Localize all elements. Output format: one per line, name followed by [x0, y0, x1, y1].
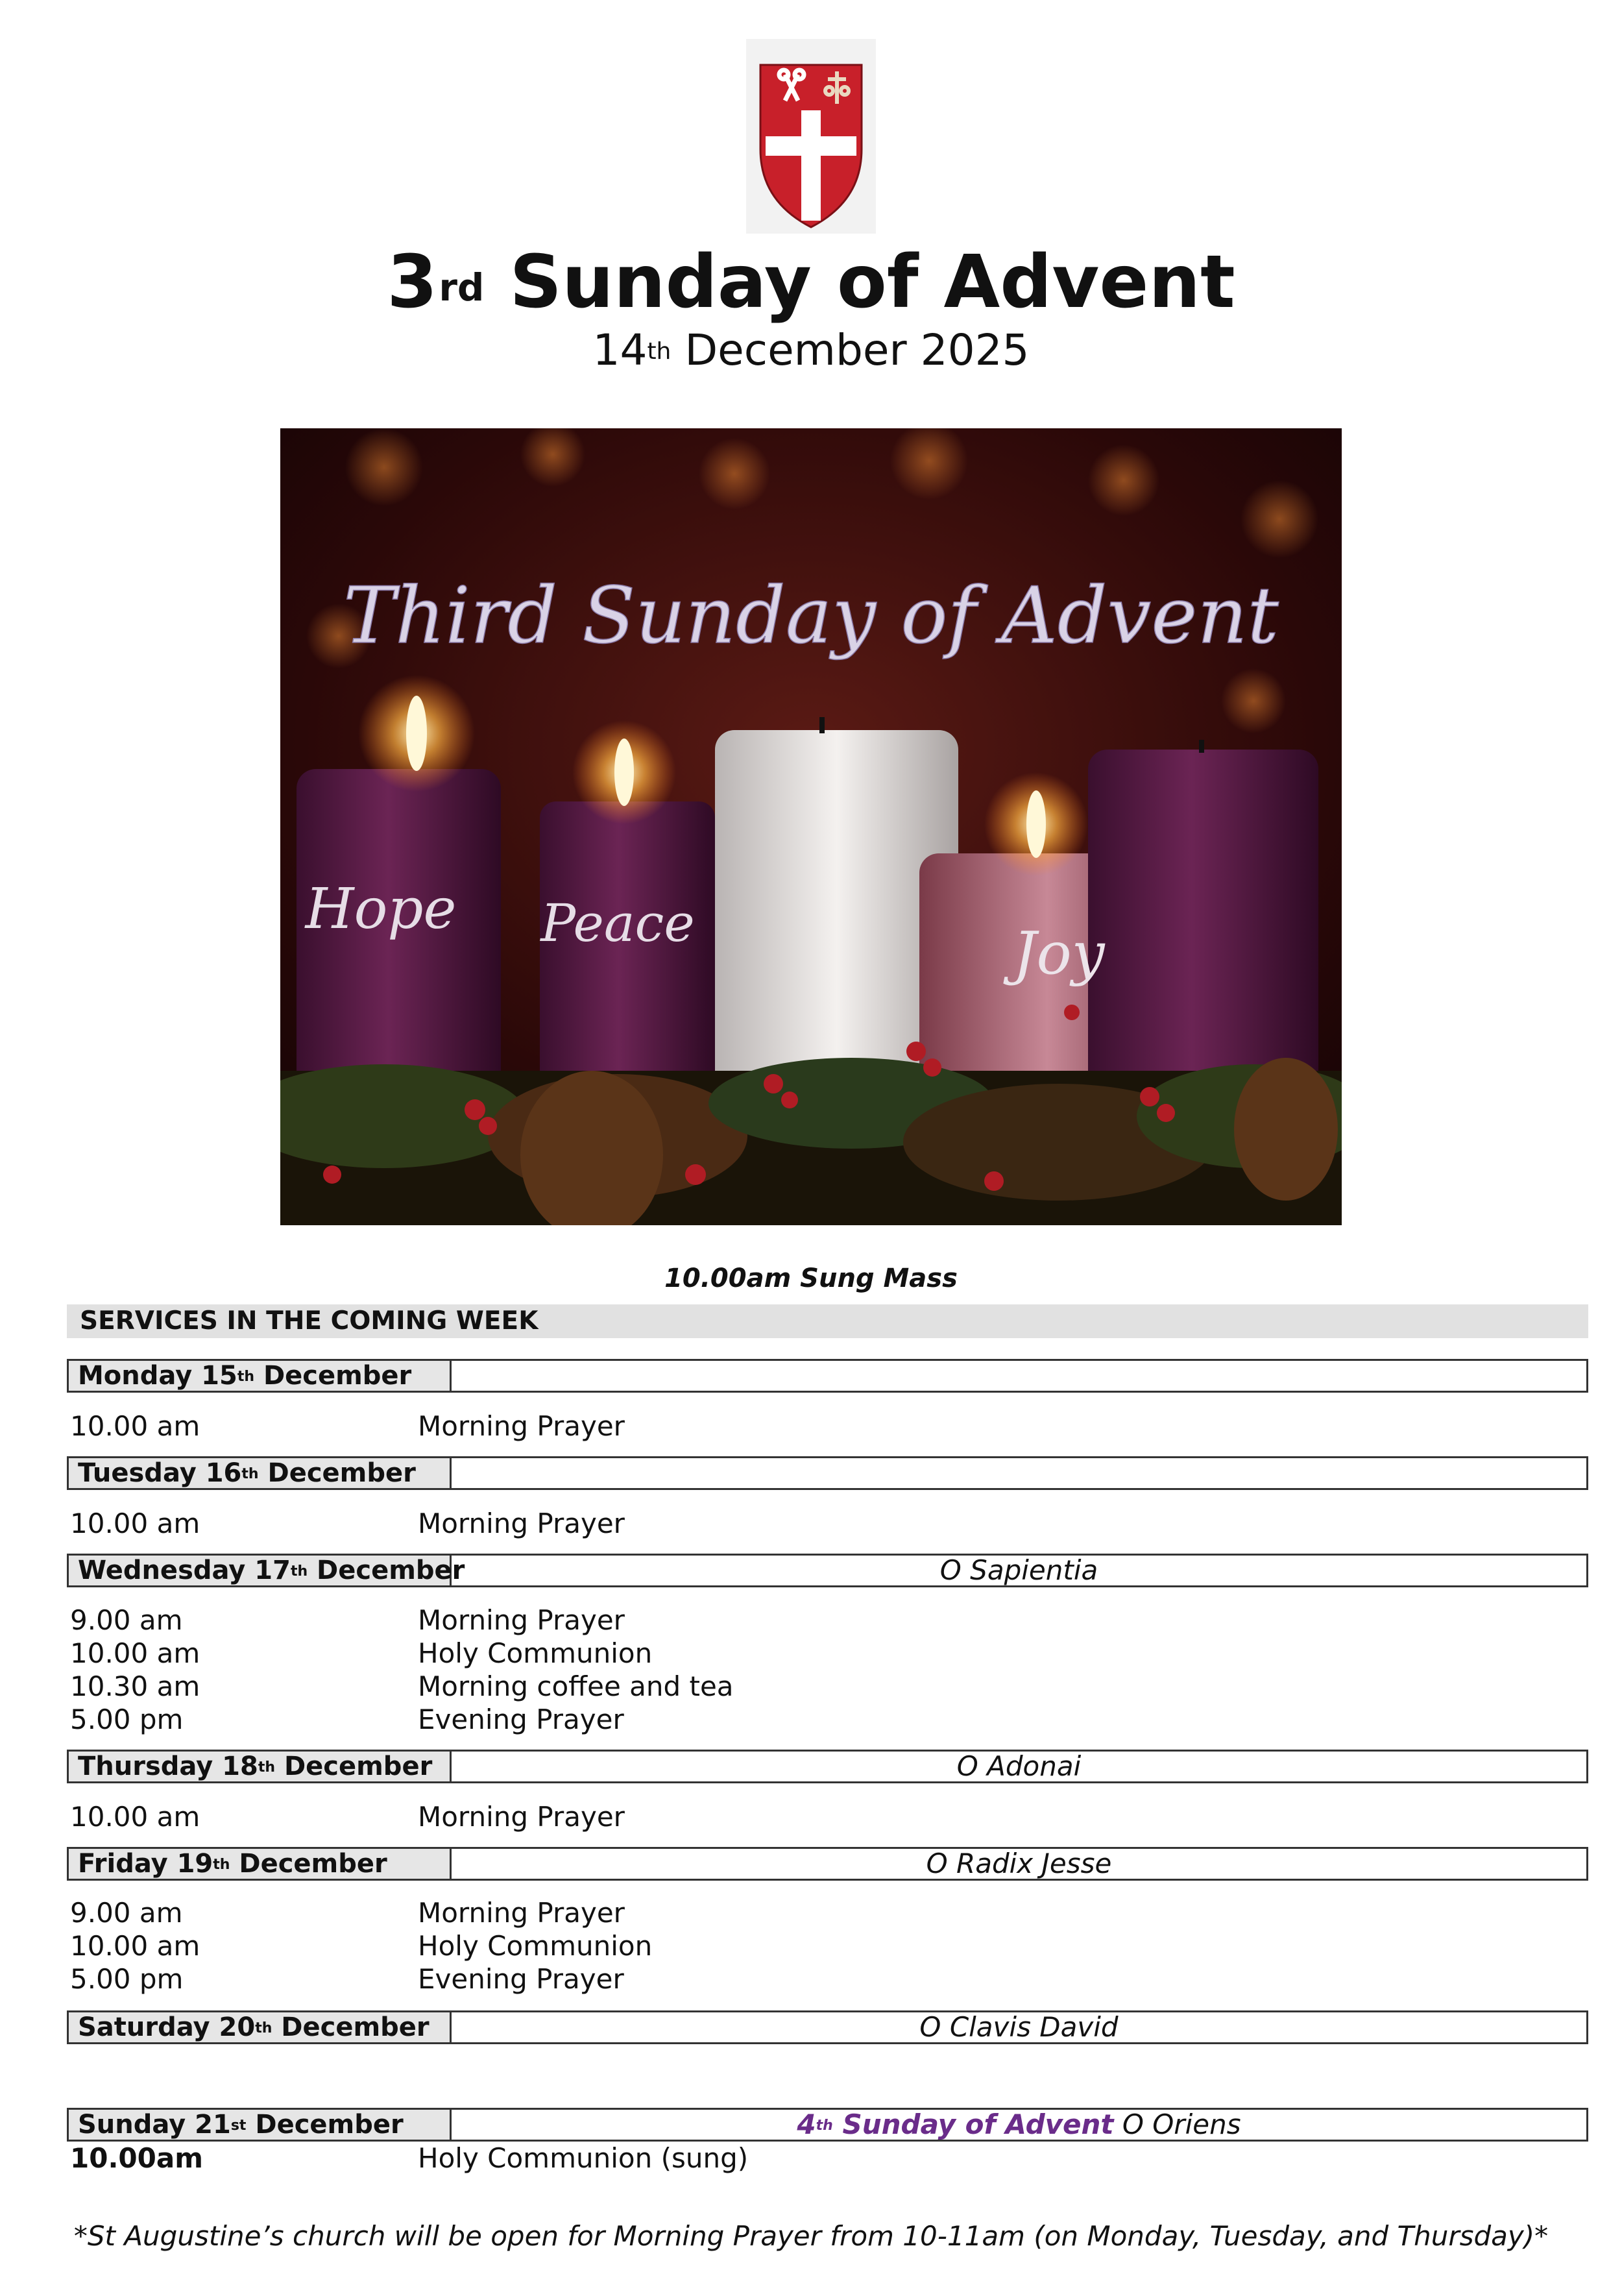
service-entry: 10.00 am Morning Prayer: [70, 1410, 625, 1442]
day-note: O Radix Jesse: [926, 1848, 1112, 1879]
shield-icon: [746, 39, 876, 234]
day-note: O Sapientia: [939, 1554, 1098, 1586]
candle-label-hope: Hope: [305, 877, 457, 942]
service-list: [70, 1896, 1562, 1996]
service-list: [70, 2142, 1562, 2175]
service-entry: 10.00 am Morning Prayer: [70, 1801, 625, 1833]
day-row-monday: [67, 1359, 1588, 1393]
sunday-mass-line: 10.00am Sung Mass: [664, 1264, 958, 1293]
service-entry: 10.00 am Holy Communion: [70, 1930, 653, 1962]
service-entry: 10.30 am Morning coffee and tea: [70, 1670, 734, 1702]
service-entry: 10.00 am Holy Communion: [70, 1637, 653, 1669]
footer-note: *St Augustine’s church will be open for Morning Prayer from 10-11am (on Monday, Tuesday, and Thursday)*: [73, 2220, 1549, 2252]
service-entry: 10.00 am Morning Prayer: [70, 1508, 625, 1539]
service-list: [70, 1507, 1562, 1540]
day-label: Friday 19th December: [69, 1849, 452, 1879]
service-list: [70, 1604, 1562, 1736]
day-note: [452, 1361, 1586, 1391]
candle-label-peace: Peace: [540, 893, 695, 953]
day-row-sunday: [67, 2108, 1588, 2142]
day-label: Thursday 18th December: [69, 1752, 452, 1781]
church-crest-logo: [746, 39, 876, 234]
day-label: Wednesday 17th December: [69, 1556, 452, 1585]
day-row-wednesday: [67, 1554, 1588, 1587]
candle-label-joy: Joy: [1013, 920, 1105, 988]
day-row-friday: [67, 1847, 1588, 1881]
service-entry: 5.00 pm Evening Prayer: [70, 1963, 624, 1995]
day-label: Saturday 20th December: [69, 2012, 452, 2042]
service-entry: 9.00 am Morning Prayer: [70, 1604, 625, 1636]
day-note: O Clavis David: [919, 2011, 1119, 2043]
page-title: 3rd Sunday of Advent: [387, 240, 1235, 324]
service-list: [70, 1800, 1562, 1833]
day-note: O Adonai: [956, 1750, 1082, 1782]
service-list: [70, 1410, 1562, 1443]
day-label: Monday 15th December: [69, 1361, 452, 1391]
day-note: [452, 1458, 1586, 1488]
day-note: 4th Sunday of Advent O Oriens: [797, 2108, 1241, 2140]
day-row-tuesday: [67, 1456, 1588, 1490]
service-entry: 9.00 am Morning Prayer: [70, 1897, 625, 1929]
services-heading: SERVICES IN THE COMING WEEK: [67, 1304, 1588, 1338]
service-date: 14th December 2025: [592, 325, 1030, 375]
next-sunday-title: 4th Sunday of Advent: [797, 2108, 1114, 2140]
day-row-saturday: [67, 2010, 1588, 2044]
service-entry: 10.00am Holy Communion (sung): [70, 2142, 749, 2174]
day-label: Sunday 21st December: [69, 2110, 452, 2140]
advent-candles-image: [280, 428, 1342, 1225]
service-entry: 5.00 pm Evening Prayer: [70, 1704, 624, 1735]
banner-text: Third Sunday of Advent: [343, 571, 1279, 661]
day-row-thursday: [67, 1750, 1588, 1783]
day-label: Tuesday 16th December: [69, 1458, 452, 1488]
